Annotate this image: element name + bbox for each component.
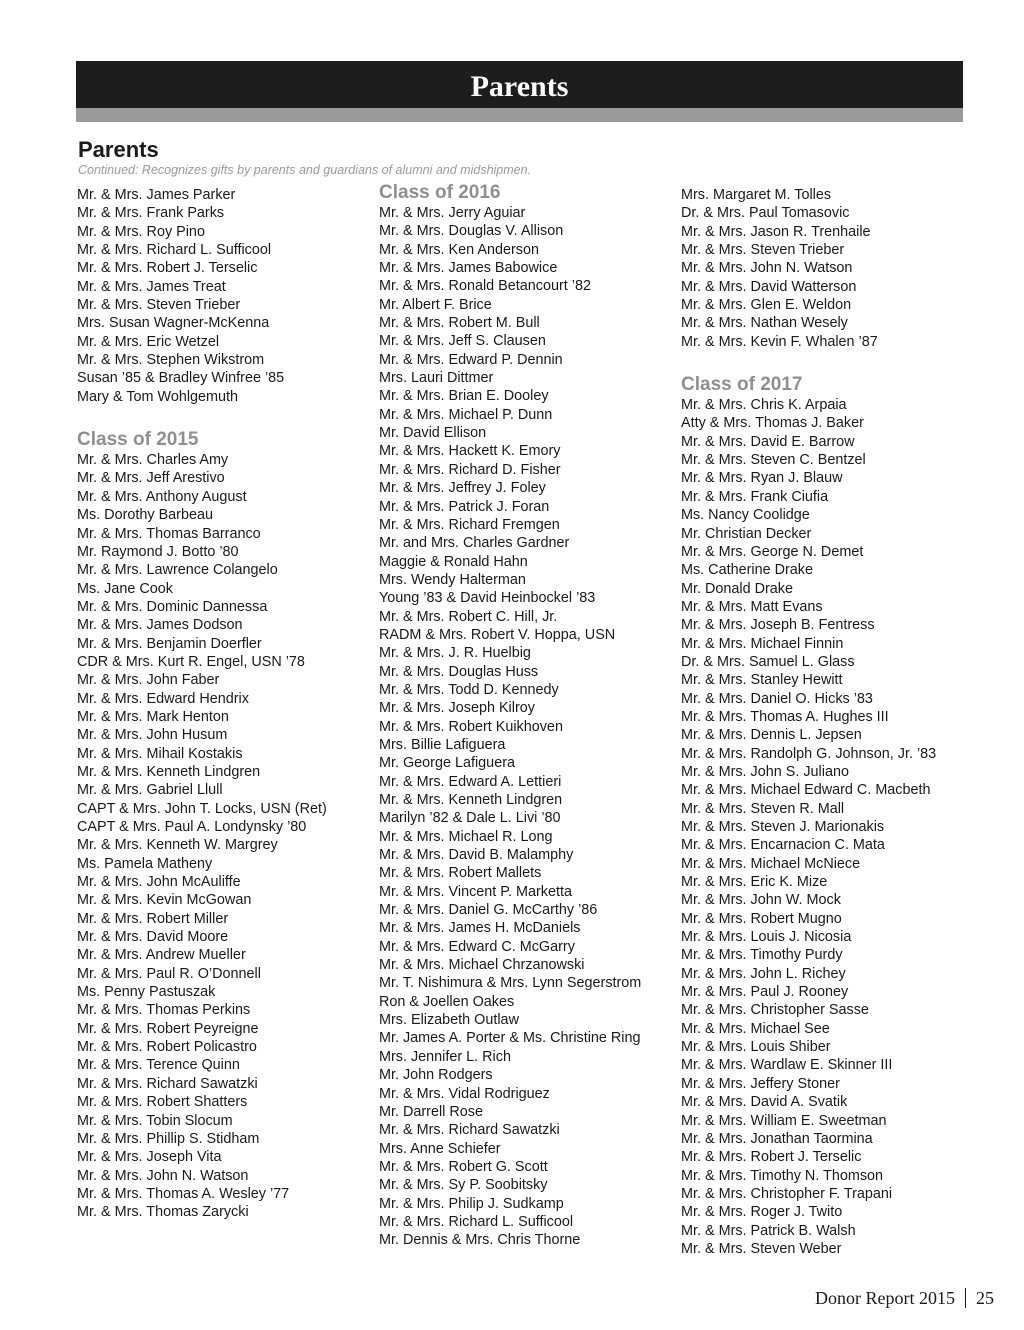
- donor-name: Mr. & Mrs. Randolph G. Johnson, Jr. ’83: [681, 745, 937, 762]
- donor-name: Mr. & Mrs. Douglas V. Allison: [379, 223, 564, 240]
- donor-name: Ms. Dorothy Barbeau: [77, 507, 213, 524]
- donor-name: Mr. & Mrs. Jonathan Taormina: [681, 1130, 873, 1147]
- page-banner: [76, 61, 963, 108]
- donor-name: RADM & Mrs. Robert V. Hoppa, USN: [379, 626, 616, 643]
- donor-name: Mrs. Jennifer L. Rich: [379, 1048, 511, 1065]
- donor-name: Mr. & Mrs. Christopher F. Trapani: [681, 1185, 893, 1202]
- donor-name: Mr. & Mrs. Thomas Zarycki: [77, 1204, 249, 1221]
- donor-name: Mr. David Ellison: [379, 425, 487, 442]
- donor-name: Mr. & Mrs. Ronald Betancourt ’82: [379, 278, 591, 295]
- donor-name: Ms. Jane Cook: [77, 580, 173, 597]
- donor-name: Mr. & Mrs. Charles Amy: [77, 452, 229, 469]
- donor-name: Mr. & Mrs. Kenneth W. Margrey: [77, 837, 278, 854]
- donor-name: Mrs. Lauri Dittmer: [379, 370, 494, 387]
- donor-name: Mr. George Lafiguera: [379, 755, 515, 772]
- donor-name: Mr. & Mrs. Robert Miller: [77, 910, 229, 927]
- donor-name: Mr. & Mrs. Richard L. Sufficool: [379, 1213, 574, 1230]
- donor-name: Mr. Raymond J. Botto ’80: [77, 543, 239, 560]
- donor-name: Mrs. Elizabeth Outlaw: [379, 1012, 519, 1029]
- donor-name: Mr. & Mrs. David Moore: [77, 929, 229, 946]
- donor-name: Young ’83 & David Heinbockel ’83: [379, 590, 596, 607]
- donor-name: Mary & Tom Wohlgemuth: [77, 388, 239, 405]
- donor-name: Mr. & Mrs. Stephen Wikstrom: [77, 352, 265, 369]
- donor-name: Mr. & Mrs. Dominic Dannessa: [77, 598, 268, 615]
- donor-name: Mr. & Mrs. Steven Trieber: [77, 297, 241, 314]
- donor-name: Mr. & Mrs. Michael Finnin: [681, 635, 844, 652]
- page-footer: [815, 1288, 994, 1309]
- donor-name: Mr. & Mrs. Andrew Mueller: [77, 947, 246, 964]
- donor-name: Mr. & Mrs. John Husum: [77, 727, 228, 744]
- donor-name: Mr. & Mrs. Joseph Vita: [77, 1149, 222, 1166]
- name-list: [77, 451, 377, 1221]
- donor-name: Mr. & Mrs. John S. Juliano: [681, 763, 849, 780]
- donor-name: Mr. & Mrs. Paul R. O’Donnell: [77, 965, 261, 982]
- donor-name: Ms. Catherine Drake: [681, 562, 813, 579]
- donor-name: Mr. & Mrs. Timothy Purdy: [681, 947, 843, 964]
- donor-name: Atty & Mrs. Thomas J. Baker: [681, 415, 864, 432]
- donor-name: Mr. & Mrs. Daniel G. McCarthy ’86: [379, 902, 598, 919]
- page-number: 25: [976, 1288, 994, 1308]
- donor-name: Mr. & Mrs. Gabriel Llull: [77, 782, 223, 799]
- donor-name: Mr. & Mrs. Michael Edward C. Macbeth: [681, 782, 931, 799]
- donor-name: Mr. & Mrs. Joseph B. Fentress: [681, 617, 875, 634]
- donor-name: Mr. & Mrs. Robert Shatters: [77, 1094, 248, 1111]
- donor-name: Mr. & Mrs. John L. Richey: [681, 965, 846, 982]
- donor-name: Mr. & Mrs. Edward A. Lettieri: [379, 773, 562, 790]
- donor-name: Mr. & Mrs. George N. Demet: [681, 543, 864, 560]
- donor-name: Mr. & Mrs. Steven C. Bentzel: [681, 452, 866, 469]
- donor-name: Mr. & Mrs. John N. Watson: [681, 260, 853, 277]
- donor-name: Mr. & Mrs. Mihail Kostakis: [77, 745, 243, 762]
- donor-name: Mr. & Mrs. Robert Mugno: [681, 910, 842, 927]
- donor-name: Mr. & Mrs. Kevin F. Whalen ’87: [681, 333, 878, 350]
- donor-name: Mr. & Mrs. Frank Ciufia: [681, 488, 829, 505]
- donor-name: Dr. & Mrs. Paul Tomasovic: [681, 205, 850, 222]
- donor-name: Mr. & Mrs. Richard D. Fisher: [379, 461, 561, 478]
- donor-name: Mr. & Mrs. Frank Parks: [77, 205, 225, 222]
- column-2: [379, 182, 679, 1250]
- donor-name: Mr. & Mrs. David Watterson: [681, 278, 857, 295]
- donor-name: Mr. & Mrs. Benjamin Doerfler: [77, 635, 262, 652]
- donor-name: Mr. & Mrs. Daniel O. Hicks ’83: [681, 690, 873, 707]
- footer-publication: Donor Report 2015: [815, 1288, 955, 1308]
- donor-name: Mr. & Mrs. Michael P. Dunn: [379, 406, 553, 423]
- section-title: Parents: [78, 137, 159, 162]
- donor-name: Mr. & Mrs. Roy Pino: [77, 223, 205, 240]
- donor-name: Mr. & Mrs. Thomas A. Hughes III: [681, 708, 889, 725]
- donor-name: Mr. & Mrs. Jeff Arestivo: [77, 470, 225, 487]
- donor-name: Ron & Joellen Oakes: [379, 993, 515, 1010]
- donor-name: Mr. & Mrs. Michael McNiece: [681, 855, 861, 872]
- donor-name: Mr. & Mrs. Dennis L. Jepsen: [681, 727, 862, 744]
- donor-name: Mr. & Mrs. David B. Malamphy: [379, 847, 574, 864]
- donor-name: Mr. & Mrs. Kenneth Lindgren: [77, 763, 261, 780]
- donor-name: Ms. Penny Pastuszak: [77, 984, 216, 1001]
- donor-name: Mr. & Mrs. John W. Mock: [681, 892, 841, 909]
- donor-name: Mr. & Mrs. Sy P. Soobitsky: [379, 1177, 548, 1194]
- donor-name: Mr. & Mrs. James Parker: [77, 187, 236, 203]
- donor-name: Mr. & Mrs. Wardlaw E. Skinner III: [681, 1057, 893, 1074]
- donor-name: Mr. & Mrs. James Dodson: [77, 617, 243, 634]
- donor-name: Mr. & Mrs. Brian E. Dooley: [379, 388, 549, 405]
- donor-name: Mr. & Mrs. Steven Weber: [681, 1240, 842, 1257]
- donor-name: Mr. & Mrs. David E. Barrow: [681, 433, 855, 450]
- donor-name: Mr. & Mrs. Tobin Slocum: [77, 1112, 233, 1129]
- donor-name: Mr. & Mrs. James Treat: [77, 278, 226, 295]
- donor-name: Mr. & Mrs. Michael Chrzanowski: [379, 957, 585, 974]
- donor-name: Mr. & Mrs. Eric Wetzel: [77, 333, 220, 350]
- donor-name: Mr. & Mrs. Eric K. Mize: [681, 874, 828, 891]
- donor-name: Mr. & Mrs. Vidal Rodriguez: [379, 1085, 550, 1102]
- donor-name: Mr. & Mrs. Ken Anderson: [379, 241, 539, 258]
- donor-name: Mr. & Mrs. Jeffrey J. Foley: [379, 480, 546, 497]
- banner-title: Parents: [470, 70, 569, 103]
- column-1: [77, 186, 377, 1222]
- donor-name: Mr. & Mrs. Nathan Wesely: [681, 315, 848, 332]
- donor-name: Mr. & Mrs. James Babowice: [379, 260, 558, 277]
- list-gap: [681, 351, 981, 374]
- donor-name: CDR & Mrs. Kurt R. Engel, USN ’78: [77, 653, 305, 670]
- donor-name: Mr. & Mrs. Edward P. Dennin: [379, 351, 563, 368]
- donor-name: Mr. & Mrs. Steven Trieber: [681, 242, 845, 259]
- donor-name: Mr. & Mrs. Hackett K. Emory: [379, 443, 561, 460]
- donor-name: Mr. & Mrs. James H. McDaniels: [379, 920, 581, 937]
- name-list: [77, 186, 377, 406]
- donor-name: Mr. & Mrs. Edward C. McGarry: [379, 938, 575, 955]
- donor-name: Mr. & Mrs. Phillip S. Stidham: [77, 1130, 260, 1147]
- class-heading-2017: Class of 2017: [681, 374, 803, 396]
- donor-name: Mr. & Mrs. Douglas Huss: [379, 663, 539, 680]
- donor-name: Mr. & Mrs. Encarnacion C. Mata: [681, 837, 885, 854]
- donor-name: Marilyn ’82 & Dale L. Livi ’80: [379, 810, 561, 827]
- donor-name: Mr. & Mrs. Thomas A. Wesley ’77: [77, 1185, 290, 1202]
- donor-name: Mr. & Mrs. Terence Quinn: [77, 1057, 240, 1074]
- donor-name: Mr. & Mrs. Robert Mallets: [379, 865, 542, 882]
- donor-name: Mr. & Mrs. Steven J. Marionakis: [681, 819, 885, 835]
- section-subtitle: Continued: Recognizes gifts by parents and guardians of alumni and midshipmen.: [78, 163, 532, 177]
- donor-name: Mr. & Mrs. Ryan J. Blauw: [681, 470, 843, 487]
- donor-name: Mr. & Mrs. Robert Peyreigne: [77, 1020, 259, 1037]
- name-list: [379, 204, 679, 1250]
- donor-name: Mr. & Mrs. Christopher Sasse: [681, 1002, 869, 1019]
- donor-name: Mr. Darrell Rose: [379, 1103, 483, 1120]
- donor-name: Mr. & Mrs. Jeff S. Clausen: [379, 333, 546, 350]
- donor-name: Mr. & Mrs. Robert Kuikhoven: [379, 718, 563, 735]
- donor-name: Mr. & Mrs. Todd D. Kennedy: [379, 681, 559, 698]
- donor-name: Maggie & Ronald Hahn: [379, 553, 528, 570]
- name-list: [681, 396, 981, 1258]
- donor-name: Mr. & Mrs. John N. Watson: [77, 1167, 249, 1184]
- donor-name: Mr. John Rodgers: [379, 1067, 493, 1084]
- name-list: [681, 186, 981, 351]
- donor-name: Susan ’85 & Bradley Winfree ’85: [77, 370, 285, 387]
- donor-name: Mr. & Mrs. Philip J. Sudkamp: [379, 1195, 564, 1212]
- donor-name: Mr. & Mrs. Jason R. Trenhaile: [681, 223, 871, 240]
- donor-name: Mr. & Mrs. Thomas Barranco: [77, 525, 261, 542]
- donor-name: Mr. & Mrs. Steven R. Mall: [681, 800, 845, 817]
- donor-name: Dr. & Mrs. Samuel L. Glass: [681, 653, 855, 670]
- donor-name: Mr. & Mrs. Chris K. Arpaia: [681, 397, 847, 414]
- donor-name: Mrs. Margaret M. Tolles: [681, 187, 832, 203]
- donor-name: Mr. & Mrs. Robert J. Terselic: [681, 1149, 862, 1166]
- donor-name: Mr. & Mrs. Kenneth Lindgren: [379, 792, 563, 808]
- donor-name: Mr. & Mrs. Patrick B. Walsh: [681, 1222, 856, 1239]
- donor-name: Mr. T. Nishimura & Mrs. Lynn Segerstrom: [379, 975, 642, 992]
- donor-name: Mr. & Mrs. Lawrence Colangelo: [77, 562, 278, 579]
- donor-name: Mr. & Mrs. Stanley Hewitt: [681, 672, 843, 689]
- donor-name: Ms. Pamela Matheny: [77, 855, 213, 872]
- donor-name: Mr. & Mrs. Robert G. Scott: [379, 1158, 548, 1175]
- donor-name: Mr. & Mrs. Robert M. Bull: [379, 315, 540, 332]
- donor-name: Mr. & Mrs. Richard Sawatzki: [379, 1122, 560, 1139]
- donor-name: CAPT & Mrs. Paul A. Londynsky ’80: [77, 819, 307, 835]
- donor-name: Mr. & Mrs. William E. Sweetman: [681, 1112, 887, 1129]
- class-heading-2016: Class of 2016: [379, 182, 501, 203]
- column-3: [681, 186, 981, 1258]
- donor-name: Mr. & Mrs. Richard Sawatzki: [77, 1075, 258, 1092]
- donor-name: Mr. & Mrs. Robert C. Hill, Jr.: [379, 608, 558, 625]
- donor-name: Mr. Donald Drake: [681, 580, 793, 597]
- footer-divider: [965, 1288, 966, 1308]
- donor-name: Mr. & Mrs. Anthony August: [77, 488, 247, 505]
- donor-name: Mr. & Mrs. Matt Evans: [681, 598, 823, 615]
- donor-name: Mr. & Mrs. Glen E. Weldon: [681, 297, 852, 314]
- donor-name: Mr. & Mrs. Michael R. Long: [379, 828, 553, 845]
- donor-name: Mr. & Mrs. Robert Policastro: [77, 1039, 257, 1056]
- donor-name: Mr. & Mrs. Richard Fremgen: [379, 516, 560, 533]
- donor-name: Mr. & Mrs. Jeffery Stoner: [681, 1075, 840, 1092]
- donor-name: Mr. & Mrs. Patrick J. Foran: [379, 498, 550, 515]
- donor-name: Mrs. Anne Schiefer: [379, 1140, 501, 1157]
- donor-name: Mr. Albert F. Brice: [379, 296, 492, 313]
- donor-name: Mrs. Susan Wagner-McKenna: [77, 315, 270, 332]
- banner-rule: [76, 108, 963, 122]
- donor-name: Mr. & Mrs. David A. Svatik: [681, 1094, 848, 1111]
- donor-name: CAPT & Mrs. John T. Locks, USN (Ret): [77, 800, 327, 817]
- donor-name: Mr. & Mrs. Roger J. Twito: [681, 1204, 843, 1221]
- donor-name: Mr. & Mrs. Michael See: [681, 1020, 830, 1037]
- donor-name: Mr. & Mrs. John Faber: [77, 672, 220, 689]
- donor-name: Mrs. Billie Lafiguera: [379, 736, 506, 753]
- donor-name: Mr. & Mrs. Paul J. Rooney: [681, 984, 849, 1001]
- donor-name: Mr. & Mrs. Mark Henton: [77, 708, 229, 725]
- donor-name: Mr. & Mrs. Jerry Aguiar: [379, 205, 526, 221]
- list-gap: [77, 406, 377, 429]
- donor-name: Mr. & Mrs. Robert J. Terselic: [77, 260, 258, 277]
- donor-name: Mr. & Mrs. Thomas Perkins: [77, 1002, 251, 1019]
- donor-name: Mr. & Mrs. J. R. Huelbig: [379, 645, 531, 662]
- donor-name: Mr. & Mrs. Timothy N. Thomson: [681, 1167, 884, 1184]
- donor-name: Mr. & Mrs. Richard L. Sufficool: [77, 242, 272, 259]
- donor-name: Mr. Dennis & Mrs. Chris Thorne: [379, 1232, 581, 1249]
- donor-name: Ms. Nancy Coolidge: [681, 507, 810, 524]
- donor-name: Mr. & Mrs. Edward Hendrix: [77, 690, 249, 707]
- donor-name: Mr. & Mrs. John McAuliffe: [77, 874, 241, 891]
- donor-name: Mr. & Mrs. Vincent P. Marketta: [379, 883, 573, 900]
- donor-name: Mr. & Mrs. Louis J. Nicosia: [681, 929, 852, 946]
- donor-name: Mr. & Mrs. Louis Shiber: [681, 1039, 831, 1056]
- donor-name: Mr. & Mrs. Joseph Kilroy: [379, 700, 535, 717]
- donor-name: Mrs. Wendy Halterman: [379, 571, 526, 588]
- donor-name: Mr. and Mrs. Charles Gardner: [379, 535, 570, 552]
- donor-name: Mr. & Mrs. Kevin McGowan: [77, 892, 252, 909]
- donor-name: Mr. James A. Porter & Ms. Christine Ring: [379, 1030, 641, 1047]
- donor-name: Mr. Christian Decker: [681, 525, 812, 542]
- class-heading-2015: Class of 2015: [77, 429, 199, 451]
